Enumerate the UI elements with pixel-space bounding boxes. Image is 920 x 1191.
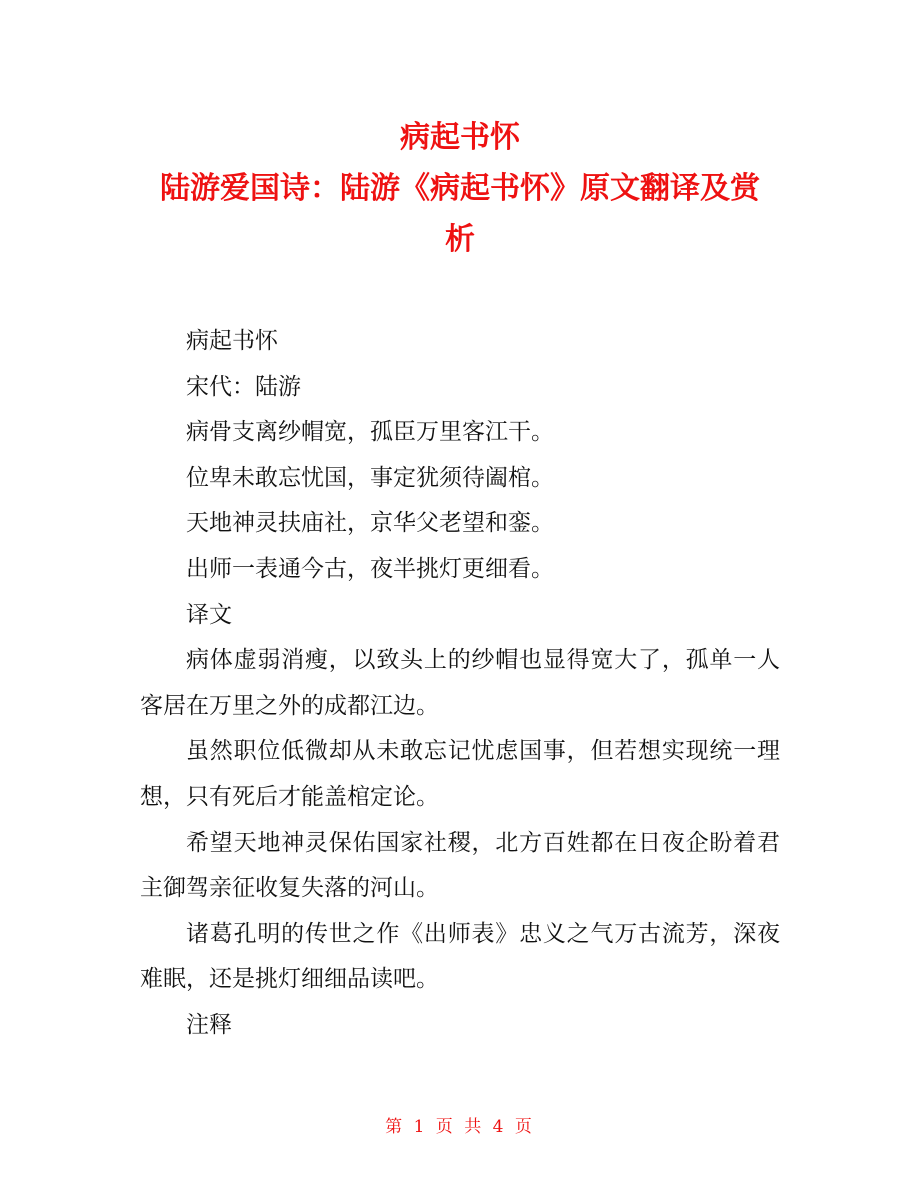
section-heading-translation: 译文: [186, 601, 232, 628]
poem-line: 位卑未敢忘忧国，事定犹须待阖棺。: [186, 464, 554, 491]
poem-line: 出师一表通今古，夜半挑灯更细看。: [186, 555, 554, 582]
translation-paragraph: 虽然职位低微却从未敢忘记忧虑国事，但若想实现统一理想，只有死后才能盖棺定论。: [140, 738, 780, 810]
poem-line: 病骨支离纱帽宽，孤臣万里客江干。: [186, 419, 554, 446]
poem-line: 天地神灵扶庙社，京华父老望和銮。: [186, 510, 554, 537]
page-number-footer: 第 1 页 共 4 页: [385, 1117, 535, 1137]
document-body: [140, 319, 780, 1049]
document-title: 病起书怀: [400, 120, 520, 155]
poem-title: 病起书怀: [186, 328, 278, 354]
document-subtitle-line-1: 陆游爱国诗：陆游《病起书怀》原文翻译及赏: [160, 171, 760, 206]
section-heading-notes: 注释: [186, 1011, 232, 1038]
document-subtitle-line-2: 析: [445, 222, 475, 257]
document-title-block: [140, 112, 780, 265]
poem-author: 宋代：陆游: [186, 373, 301, 400]
translation-paragraph: 希望天地神灵保佑国家社稷，北方百姓都在日夜企盼着君主御驾亲征收复失落的河山。: [140, 829, 780, 902]
translation-paragraph: 病体虚弱消瘦，以致头上的纱帽也显得宽大了，孤单一人客居在万里之外的成都江边。: [140, 647, 780, 719]
translation-paragraph: 诸葛孔明的传世之作《出师表》忠义之气万古流芳，深夜难眠，还是挑灯细细品读吧。: [140, 920, 780, 993]
